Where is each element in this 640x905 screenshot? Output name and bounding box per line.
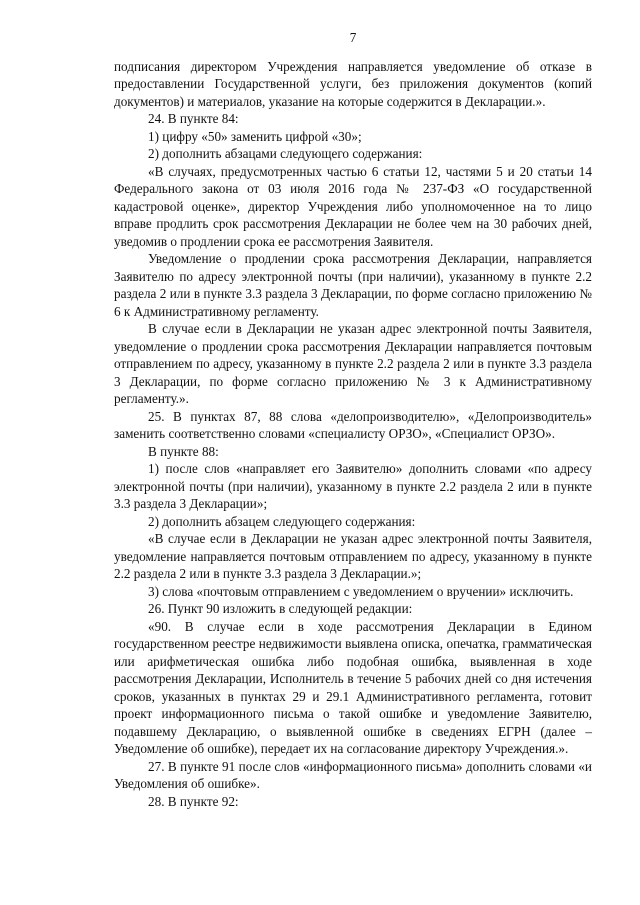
paragraph-item-88-1: 1) после слов «направляет его Заявителю» дополнить словами «по адресу электронной почты (при наличии), указанному в пункте 2.2 раздела 2 или в пункте 3.3 раздела 3 Декларации»; [114,461,592,511]
paragraph-item-24-2: 2) дополнить абзацами следующего содержания: [148,146,423,161]
paragraph-item-25: 25. В пунктах 87, 88 слова «делопроизводителю», «Делопроизводитель» заменить соответственно словами «специалисту ОРЗО», «Специалист ОРЗО». [114,408,592,441]
paragraph-quote-90: «90. В случае если в ходе рассмотрения Декларации в Едином государственном реестре недвижимости выявлена описка, опечатка, грамматическая или арифметическая ошибка либо подобная ошибка, выявленная в ходе рассмотрения Декларации, Исполнитель в течение 5 рабочих дней со дня истечения сроков, указанных в пунктах 29 и 29.1 Административного регламента, готовит проект информационного письма о такой ошибке и уведомление Заявителю, подавшему Декларацию, о выявленной ошибке в сведениях ЕГРН (далее – Уведомление об ошибке), передает их на согласование директору Учреждения.». [114,618,592,756]
paragraph-item-88-2: 2) дополнить абзацем следующего содержания: [148,513,416,529]
paragraph-item-24: 24. В пункте 84: [148,111,239,126]
paragraph-item-88-3: 3) слова «почтовым отправлением с уведомлением о вручении» исключить. [148,583,574,599]
page-number: 7 [349,30,357,45]
paragraph-notification-post: В случае если в Декларации не указан адрес электронной почты Заявителя, уведомление о продлении срока рассмотрения Декларации направляется почтовым отправлением по адресу, указанному в пункте 2.2 раздела 2 или в пункте 3.3 раздела 3 Декларации, по форме согласно приложению № 3 к Административному регламенту.». [114,321,592,406]
paragraph-quote-extension: «В случаях, предусмотренных частью 6 статьи 12, частями 5 и 20 статьи 14 Федерального закона от 03 июля 2016 года № 237-ФЗ «О государственной кадастровой оценке», директор Учреждения либо уполномоченное на то лицо вправе продлить срок рассмотрения Декларации не более чем на 30 рабочих дней, уведомив о продлении срока ее рассмотрения Заявителя. [114,163,592,249]
paragraph-item-24-1: 1) цифру «50» заменить цифрой «30»; [148,128,362,144]
paragraph-item-27: 27. В пункте 91 после слов «информационного письма» дополнить словами «и Уведомления об ошибке». [114,758,592,791]
paragraph-item-28: 28. В пункте 92: [148,793,239,809]
paragraph-item-26: 26. Пункт 90 изложить в следующей редакции: [148,601,413,616]
paragraph-item-88: В пункте 88: [148,443,219,459]
paragraph-quote-post: «В случае если в Декларации не указан адрес электронной почты Заявителя, уведомление направляется почтовым отправлением по адресу, указанному в пункте 2.2 раздела 2 или в пункте 3.3 раздела 3 Декларации.»; [114,531,592,581]
paragraph-continuation: подписания директором Учреждения направляется уведомление об отказе в предоставлении Государственной услуги, без приложения документов (копий документов) и материалов, указание на которые содержится в Декларации.». [114,58,592,109]
paragraph-notification-email: Уведомление о продлении срока рассмотрения Декларации, направляется Заявителю по адресу электронной почты (при наличии), указанному в пункте 2.2 раздела 2 или в пункте 3.3 раздела 3 Декларации, по форме согласно приложению № 6 к Административному регламенту. [114,251,592,319]
